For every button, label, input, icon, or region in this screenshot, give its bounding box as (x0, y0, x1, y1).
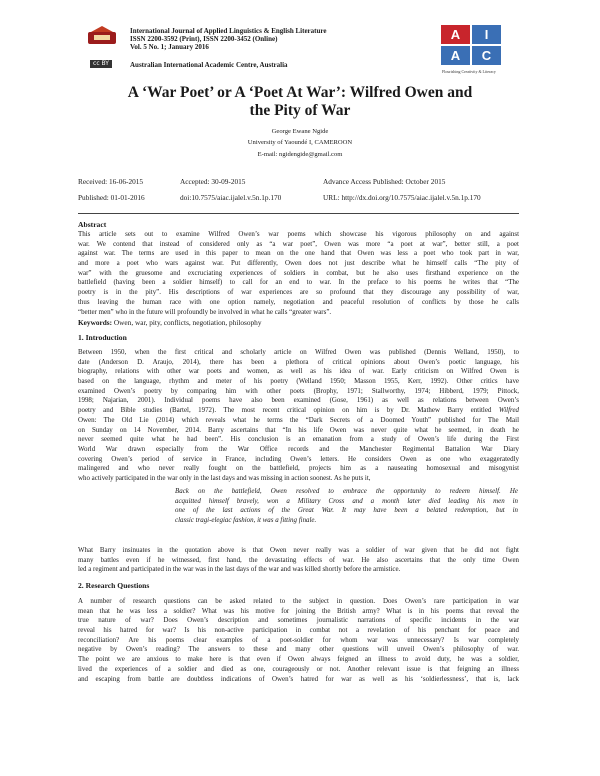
text-line: “better men” who in the future will profoundly be involved in what he calls “greater wars”. (78, 307, 332, 316)
text-line: led a regiment and participated in the war was in the last days of the war and was killed shortly before the armistice. (78, 565, 401, 574)
text-line: covering Owen’s period of service in France, including Owen’s letters. He considers Owen as one who exaggeratedly (78, 454, 519, 463)
text-line: against war. The terms are used in this paper to mean on the one hand that Owen was less a poet who took part in war, (78, 249, 519, 258)
text-line: malingered and who never really fought on the battlefield, projects him as a nauseating homosexual and misogynist (78, 464, 519, 473)
text-line: Between 1950, when the first critical and scholarly article on Wilfred Owen was published (Dennis Welland, 1950), to (78, 348, 519, 356)
divider (78, 213, 519, 214)
journal-logo-icon (88, 26, 116, 46)
aiac-logo (441, 25, 501, 65)
introduction-heading: 1. Introduction (78, 333, 127, 342)
logo-letter: C (472, 46, 501, 65)
abstract-body (78, 230, 519, 317)
text-line: many battles even if he witnessed, first hand, the devastating effects of war. He also ascertains that the only time Owen (78, 555, 519, 564)
quote-line: acquitted himself bravely, won a Military Cross and a month later died leading his men in (175, 496, 518, 505)
text-line: reveal his hatred for war? Is his non-active participation in combat not a revelation of his penchant for peace and (78, 626, 519, 635)
url-link[interactable]: URL: http://dx.doi.org/10.7575/aiac.ijalel.v.5n.1p.170 (323, 193, 481, 202)
text-line: The point we are anxious to make here is that even if Owen always feigned an illness to avoid duty, he was a soldier, (78, 655, 519, 664)
title-line: the Pity of War (249, 102, 351, 119)
keywords-list: Owen, war, pity, conflicts, negotiation, philosophy (113, 318, 262, 327)
journal-volume: Vol. 5 No. 1; January 2016 (130, 43, 209, 52)
text-line: poetry is in the pity”. His descriptions of war experiences are so profound that they discourage any possibility of war, (78, 288, 519, 297)
logo-tagline: Flourishing Creativity & Literacy (442, 69, 496, 74)
text-line: negative by Owen’s reading? The answers to these and many other questions will unveil Owen’s philosophy of war. (78, 645, 519, 654)
text-line: battlefield (having been a soldier himself) to call for an end to war. In the preface to his poems he writes that “The (78, 278, 519, 287)
quote-line: one of the last actions of the Great War. It may have been a belated redemption, but in (175, 506, 518, 515)
text-line: 1998; Najarian, 2001). Individual poems have also been examined (Gose, 1961) as well as relations between Owen’s (78, 396, 519, 405)
text-line: Owen: The Old Lie (2014) which reveals what he terms the “Dark Secrets of a Doomed Youth” published for The Mail (78, 415, 519, 424)
accepted-date: Accepted: 30-09-2015 (180, 177, 246, 186)
introduction-continuation (78, 546, 519, 575)
published-date: Published: 01-01-2016 (78, 193, 145, 202)
text-line: lived the experiences of a soldier and died as one, courageously or not. Another relevant issue is that feigning an illness (78, 664, 519, 673)
text-line: on Sunday on 14 November, 2014. Barry ascertains that “In his life Owen was never quite what he seemed, in death he (78, 425, 519, 434)
journal-issn: ISSN 2200-3592 (Print), ISSN 2200-3452 (Online) (130, 35, 278, 44)
introduction-body (78, 348, 519, 484)
text-line: What Barry insinuates in the quotation above is that Owen never really was a soldier of war given that he did not fight (78, 546, 519, 554)
text-line: World War drawn especially from the War Office records and the Manchester Regimental Battalion War Diary (78, 444, 519, 453)
logo-letter: I (472, 25, 501, 44)
text-line: thus leaving the human race with one option namely, negotiation and peaceful resolution of conflicts by those he calls (78, 297, 519, 306)
article-title (60, 84, 540, 120)
publisher-name: Australian International Academic Centre, Australia (130, 61, 288, 69)
quote-line: classic tragi-elegiac fashion, it was a fitting finale. (175, 516, 317, 525)
title-line: A ‘War Poet’ or A ‘Poet At War’: Wilfred Owen and (127, 84, 473, 101)
logo-letter: A (441, 25, 470, 44)
journal-info (130, 27, 326, 52)
line-text: poetry and Bible studies (Bartel, 1972). The most recent critical opinion on him is by Dr. Mathew Barry entitled (78, 406, 492, 415)
text-line: reconciliation? Are his poems clear examples of a poet-soldier for whom war was unnecessary? Is war completely (78, 635, 519, 644)
text-line: war. We contend that instead of considered only as “a war poet”, Owen was more “a poet at war”, better still, a poet (78, 239, 519, 248)
author-affiliation: University of Yaoundé I, CAMEROON (247, 139, 353, 146)
text-line: never seemed quite what he had been”. His conclusion is an emanation from a study of Owen’s life during the First (78, 435, 519, 444)
text-line: war” with the gruesome and excruciating experiences of soldiers in combat, but he also uses firsthand experience on the (78, 268, 519, 277)
logo-letter: A (441, 46, 470, 65)
keywords-label: Keywords: (78, 318, 113, 327)
advance-access-date: Advance Access Published: October 2015 (323, 177, 446, 186)
italic-text: Wilfred (498, 406, 519, 415)
keywords (78, 318, 519, 328)
research-questions-heading: 2. Research Questions (78, 581, 150, 590)
journal-name: International Journal of Applied Linguistics & English Literature (130, 27, 327, 35)
text-line: based on the language, rhythm and meter of his poetry (Welland 1950; Masson 1955, Kerr, 1992). Other critics have (78, 377, 519, 386)
text-line: and escaping from battle are doubtless indications of Owen’s hatred for war as well as his ‘soldierlessness’, that is, lack (78, 674, 519, 683)
text-line: examined Owen’s poetry by comparing him with other poets (Brophy, 1971; Stallworthy, 1974; Hibberd, 1979; Pittock, (78, 386, 519, 395)
text-line: This article sets out to examine Wilfred Owen’s war poems which showcase his vigorous philosophy on and against (78, 230, 519, 238)
text-line: and more a poet who wars against war. Put differently, Owen does not just describe what he himself calls “The pity of (78, 259, 519, 268)
text-line: date (Anderson D. Araujo, 2014), there has been a plethora of critical opinions about Owen’s poetic language, his (78, 357, 519, 366)
research-questions-body (78, 597, 519, 684)
text-line: biography, relations with other war poets and women, as well as his idea of war. Early criticism on Wilfred Owen is (78, 367, 519, 376)
cc-license-badge: cc BY (90, 60, 112, 68)
quote-line: Back on the battlefield, Owen resolved to embrace the opportunity to redeem himself. He (175, 487, 518, 495)
author-email: E-mail: ngidengide@gmail.com (257, 151, 343, 158)
author-name: George Ewane Ngide (271, 128, 329, 135)
text-line (78, 406, 519, 416)
text-line: who actively participated in the war only in the last days and was missing in action soonest. As he puts it, (78, 473, 371, 482)
text-line: A number of research questions can be asked related to the subject in question. Does Owen’s rare participation in war (78, 597, 519, 605)
received-date: Received: 16-06-2015 (78, 177, 144, 186)
abstract-heading: Abstract (78, 220, 107, 229)
doi-link[interactable]: doi:10.7575/aiac.ijalel.v.5n.1p.170 (180, 193, 282, 202)
block-quote (175, 487, 518, 526)
text-line: mean that he was less a soldier? What was his motive for joining the British army? What is in his poems that reveal the (78, 606, 519, 615)
text-line: true nature of war? Does Owen’s description and sometimes journalistic narrations of specific incidents in the war (78, 616, 519, 625)
